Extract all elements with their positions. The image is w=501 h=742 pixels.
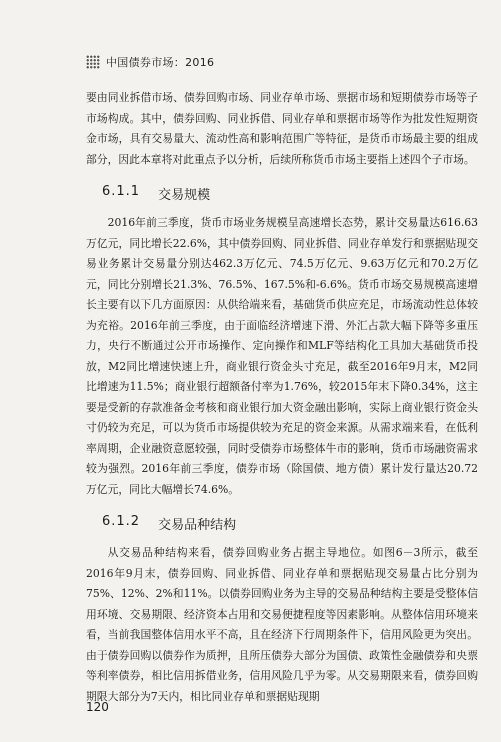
paragraph-scale: 2016年前三季度，货币市场业务规模呈高速增长态势，累计交易量达616.63万亿元，同比增长22.6%，其中债券回购、同业拆借、同业存单发行和票据贴现交易业务累计交易量分别达462.3万亿元、74.5万亿元、9.63万亿元和70.2万亿元，同比分别增长21.3%、76.5%、167.5%和-6.6%。货币市场交易规模高速增长主要有以下几方面原因：从供给端来看，基础货币供应充足，市场流动性总体较为充裕。2016年前三季度，由于面临经济增速下滑、外汇占款大幅下降等多重压力，央行不断通过公开市场操作、定向操作和MLF等结构化工具加大基础货币投放，M2同比增速快速上升，商业银行资金头寸充足，截至2016年9月末，M2同比增速为11.5%；商业银行超额备付率为1.76%，较2015年末下降0.34%，这主要是受新的存款准备金考核和商业银行加大资金融出影响，实际上商业银行资金头寸仍较为充足，可以为货币市场提供较为充足的资金来源。从需求端来看，在低利率周期，企业融资意愿较强，同时受债券市场整体牛市的影响，货币市场融资需求较为强烈。2016年前三季度，债券市场（除国债、地方债）累计发行量达20.72万亿元，同比大幅增长74.6%。 (86, 216, 478, 496)
section-heading-6-1-1 (102, 184, 478, 203)
section-title: 交易规模 (158, 188, 211, 203)
paragraph-intro: 要由同业拆借市场、债券回购市场、同业存单市场、票据市场和短期债券市场等子市场构成。其中，债券回购、同业拆借、同业存单和票据市场等作为批发性短期资金市场，具有交易量大、流动性高和影响范围广等特征，是货币市场最主要的组成部分，因此本章将对此重点予以分析，后续所称货币市场主要指上述四个子市场。 (86, 91, 478, 166)
section-heading-6-1-2 (102, 514, 478, 533)
page-number: 120 (86, 700, 109, 714)
paragraph-variety: 从交易品种结构来看，债券回购业务占据主导地位。如图6－3所示，截至2016年9月末，债券回购、同业拆借、同业存单和票据贴现交易量占比分别为75%、12%、2%和11%。以债券回购业务为主导的交易品种结构主要是受整体信用环境、交易期限、经济资本占用和交易便捷程度等因素影响。从整体信用环境来看，当前我国整体信用水平不高，且在经济下行周期条件下，信用风险更为突出。由于债券回购以债券作为质押，且所压债券大部分为国债、政策性金融债券和央票等利率债券，相比信用拆借业务，信用风险几乎为零。从交易期限来看，债券回购期限大部分为7天内，相比同业存单和票据贴现期 (86, 546, 478, 703)
section-title: 交易品种结构 (158, 518, 237, 533)
running-header-title: 中国债券市场：2016 (106, 56, 215, 69)
running-header (86, 54, 214, 70)
section-number: 6.1.2 (102, 514, 141, 529)
page-body (86, 88, 478, 707)
dot-grid-icon (86, 55, 100, 69)
section-number: 6.1.1 (102, 184, 141, 199)
